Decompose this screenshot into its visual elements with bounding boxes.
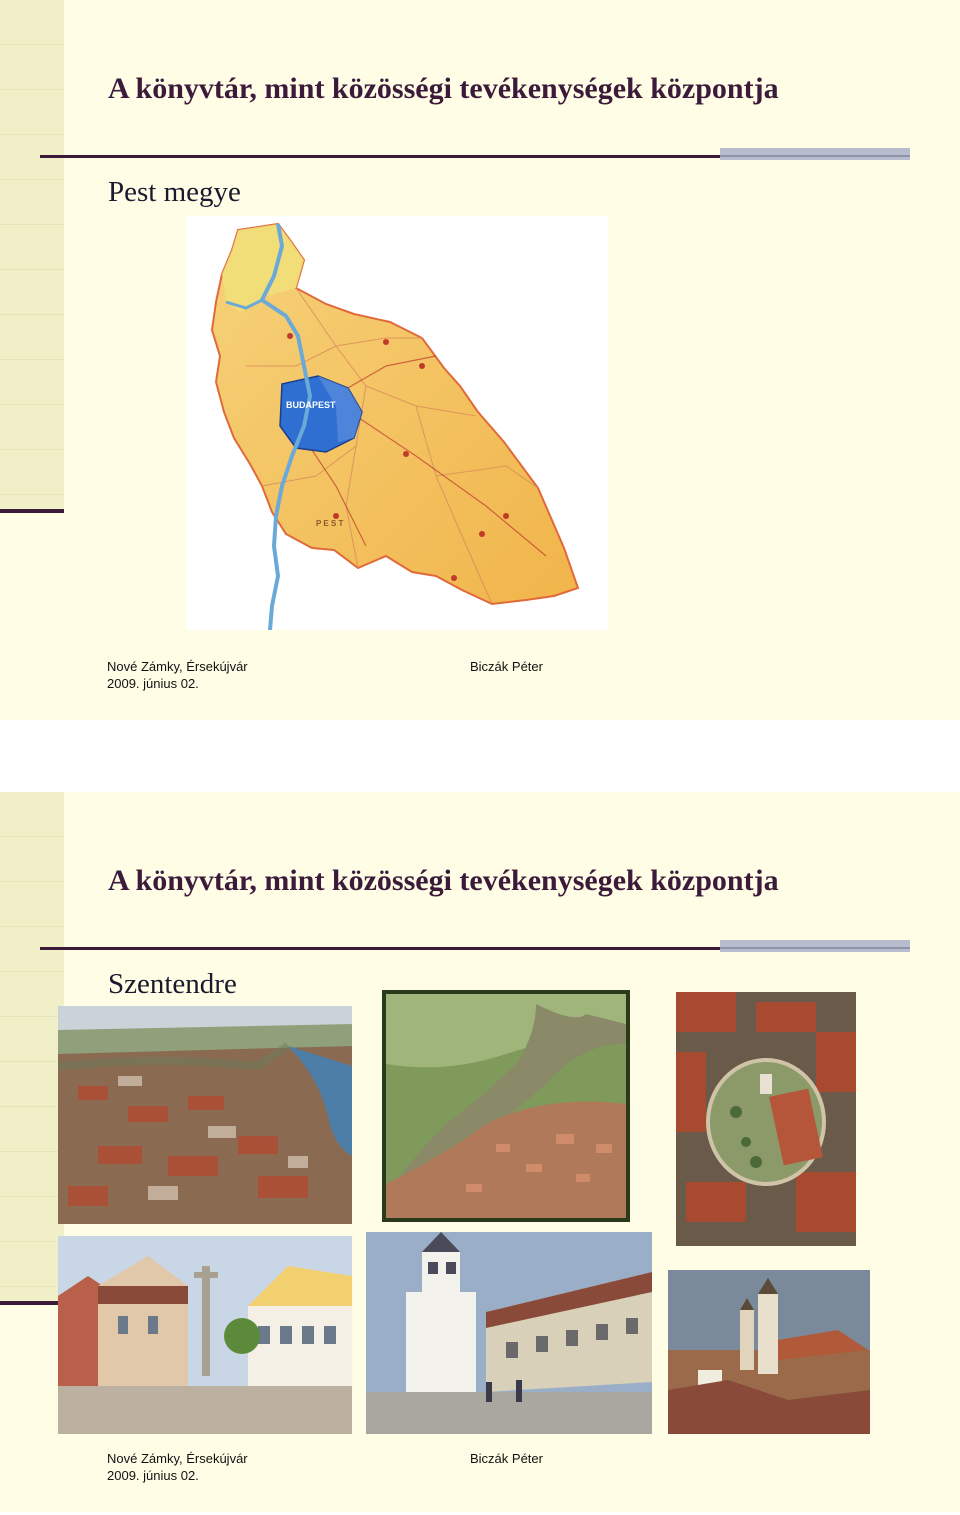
photo-aerial-town-river [58, 1006, 352, 1224]
footer-date: 2009. június 02. [107, 1468, 199, 1483]
photo-church-tower-street [366, 1232, 652, 1434]
slide-pest-megye [0, 0, 960, 720]
left-decor-band [0, 792, 64, 1304]
pest-county-map [186, 216, 608, 630]
footer-date: 2009. június 02. [107, 676, 199, 691]
map-label-county: P E S T [316, 519, 344, 528]
footer-left [107, 658, 248, 692]
photo-aerial-church-square [676, 992, 856, 1246]
photo-main-square-column [58, 1236, 352, 1434]
title-rule [40, 947, 720, 950]
footer-place: Nové Zámky, Érsekújvár [107, 659, 248, 674]
footer-left [107, 1450, 248, 1484]
left-band-cap [0, 1301, 64, 1305]
footer-place: Nové Zámky, Érsekújvár [107, 1451, 248, 1466]
slide-subtitle: Szentendre [108, 968, 237, 1000]
footer-author: Biczák Péter [470, 659, 543, 674]
slide-szentendre [0, 792, 960, 1512]
slide-subtitle: Pest megye [108, 176, 241, 208]
footer-author: Biczák Péter [470, 1451, 543, 1466]
map-label-capital: BUDAPEST [286, 400, 336, 410]
left-decor-band [0, 0, 64, 512]
slide-title: A könyvtár, mint közösségi tevékenységek központja [108, 72, 779, 105]
slide-title: A könyvtár, mint közösségi tevékenységek központja [108, 864, 779, 897]
photo-towers-rooftops [668, 1270, 870, 1434]
title-rule-accent [720, 940, 910, 952]
title-rule-accent [720, 148, 910, 160]
photo-aerial-river-bend [382, 990, 630, 1222]
left-band-cap [0, 509, 64, 513]
pest-county-map-graphic [186, 216, 608, 630]
title-rule [40, 155, 720, 158]
